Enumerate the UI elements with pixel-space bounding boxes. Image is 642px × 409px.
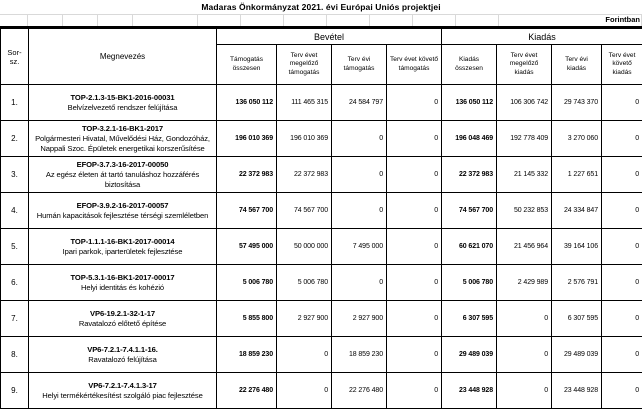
column-header-expense-prior: Terv évet megelőző kiadás bbox=[497, 45, 552, 85]
project-description: Humán kapacitások fejlesztése térségi szemléletben bbox=[32, 211, 213, 221]
project-description: Az egész életen át tartó tanuláshoz hozzáférés biztosítása bbox=[32, 170, 213, 190]
cell-expense-total: 60 621 070 bbox=[442, 229, 497, 265]
cell-expense-current: 29 489 039 bbox=[552, 337, 602, 373]
cell-expense-current: 1 227 651 bbox=[552, 157, 602, 193]
unit-cell bbox=[28, 14, 63, 26]
project-description: Helyi termékértékesítést szolgáló piac fejlesztése bbox=[32, 391, 213, 401]
unit-cell bbox=[133, 14, 198, 26]
table-row bbox=[1, 121, 642, 157]
cell-expense-current: 23 448 928 bbox=[552, 373, 602, 409]
cell-expense-following: 0 bbox=[602, 265, 642, 301]
table-row bbox=[1, 301, 642, 337]
cell-revenue-total: 196 010 369 bbox=[217, 121, 277, 157]
cell-expense-prior: 21 456 964 bbox=[497, 229, 552, 265]
page-title: Madaras Önkormányzat 2021. évi Európai Uniós projektjei bbox=[0, 0, 642, 14]
cell-revenue-total: 5 855 800 bbox=[217, 301, 277, 337]
unit-cell bbox=[0, 14, 28, 26]
cell-expense-prior: 21 145 332 bbox=[497, 157, 552, 193]
column-group-header-expense: Kiadás bbox=[442, 29, 642, 45]
cell-revenue-total: 18 859 230 bbox=[217, 337, 277, 373]
cell-expense-current: 24 334 847 bbox=[552, 193, 602, 229]
cell-revenue-prior: 5 006 780 bbox=[277, 265, 332, 301]
project-description: Helyi identitás és kohézió bbox=[32, 283, 213, 293]
row-number-cell: 2. bbox=[1, 121, 29, 157]
cell-expense-total: 196 048 469 bbox=[442, 121, 497, 157]
cell-revenue-prior: 196 010 369 bbox=[277, 121, 332, 157]
cell-expense-prior: 0 bbox=[497, 301, 552, 337]
project-code: TOP-5.3.1-16-BK1-2017-00017 bbox=[32, 273, 213, 283]
project-code: TOP-2.1.3-15-BK1-2016-00031 bbox=[32, 93, 213, 103]
unit-label: Forintban bbox=[605, 14, 640, 26]
cell-expense-prior: 106 306 742 bbox=[497, 85, 552, 121]
unit-cell bbox=[284, 14, 327, 26]
cell-revenue-current: 0 bbox=[332, 121, 387, 157]
cell-revenue-total: 74 567 700 bbox=[217, 193, 277, 229]
cell-expense-following: 0 bbox=[602, 373, 642, 409]
cell-revenue-total: 22 372 983 bbox=[217, 157, 277, 193]
project-name-cell bbox=[29, 265, 217, 301]
column-header-expense-following: Terv évet követő kiadás bbox=[602, 45, 642, 85]
table-row bbox=[1, 157, 642, 193]
cell-expense-current: 29 743 370 bbox=[552, 85, 602, 121]
column-header-expense-total: Kiadás összesen bbox=[442, 45, 497, 85]
project-name-cell bbox=[29, 193, 217, 229]
project-name-cell bbox=[29, 337, 217, 373]
row-number-cell: 4. bbox=[1, 193, 29, 229]
project-code: TOP-3.2.1-16-BK1-2017 bbox=[32, 124, 213, 134]
project-code: VP6-7.2.1-7.4.1.1-16. bbox=[32, 345, 213, 355]
cell-expense-total: 5 006 780 bbox=[442, 265, 497, 301]
project-name-cell bbox=[29, 301, 217, 337]
cell-expense-total: 74 567 700 bbox=[442, 193, 497, 229]
cell-expense-following: 0 bbox=[602, 157, 642, 193]
project-description: Ravatalozó előtető építése bbox=[32, 319, 213, 329]
cell-expense-total: 29 489 039 bbox=[442, 337, 497, 373]
unit-cell bbox=[63, 14, 98, 26]
cell-revenue-current: 18 859 230 bbox=[332, 337, 387, 373]
cell-revenue-prior: 74 567 700 bbox=[277, 193, 332, 229]
cell-expense-current: 39 164 106 bbox=[552, 229, 602, 265]
table-row bbox=[1, 229, 642, 265]
row-number-cell: 8. bbox=[1, 337, 29, 373]
cell-expense-prior: 0 bbox=[497, 337, 552, 373]
cell-revenue-following: 0 bbox=[387, 373, 442, 409]
project-code: EFOP-3.9.2-16-2017-00057 bbox=[32, 201, 213, 211]
cell-revenue-current: 7 495 000 bbox=[332, 229, 387, 265]
unit-cell bbox=[413, 14, 456, 26]
project-name-cell bbox=[29, 229, 217, 265]
cell-revenue-following: 0 bbox=[387, 121, 442, 157]
row-number-cell: 6. bbox=[1, 265, 29, 301]
project-description: Ipari parkok, iparterületek fejlesztése bbox=[32, 247, 213, 257]
cell-expense-prior: 2 429 989 bbox=[497, 265, 552, 301]
cell-revenue-prior: 111 465 315 bbox=[277, 85, 332, 121]
row-number-cell: 1. bbox=[1, 85, 29, 121]
table-row bbox=[1, 85, 642, 121]
project-code: EFOP-3.7.3-16-2017-00050 bbox=[32, 160, 213, 170]
cell-expense-prior: 0 bbox=[497, 373, 552, 409]
project-name-cell bbox=[29, 85, 217, 121]
cell-revenue-prior: 22 372 983 bbox=[277, 157, 332, 193]
cell-revenue-following: 0 bbox=[387, 337, 442, 373]
table-row bbox=[1, 265, 642, 301]
cell-revenue-current: 0 bbox=[332, 193, 387, 229]
cell-revenue-following: 0 bbox=[387, 85, 442, 121]
cell-expense-total: 136 050 112 bbox=[442, 85, 497, 121]
row-number-cell: 7. bbox=[1, 301, 29, 337]
unit-row-grid bbox=[0, 14, 642, 26]
cell-revenue-current: 0 bbox=[332, 265, 387, 301]
cell-expense-following: 0 bbox=[602, 193, 642, 229]
header-row-groups bbox=[1, 29, 642, 45]
cell-expense-total: 22 372 983 bbox=[442, 157, 497, 193]
project-name-cell bbox=[29, 373, 217, 409]
cell-revenue-total: 22 276 480 bbox=[217, 373, 277, 409]
cell-revenue-following: 0 bbox=[387, 229, 442, 265]
cell-expense-following: 0 bbox=[602, 121, 642, 157]
project-name-cell bbox=[29, 157, 217, 193]
column-header-expense-current: Terv évi kiadás bbox=[552, 45, 602, 85]
cell-expense-current: 2 576 791 bbox=[552, 265, 602, 301]
cell-revenue-following: 0 bbox=[387, 193, 442, 229]
cell-revenue-current: 24 584 797 bbox=[332, 85, 387, 121]
cell-expense-prior: 50 232 853 bbox=[497, 193, 552, 229]
row-number-cell: 3. bbox=[1, 157, 29, 193]
project-code: VP6-19.2.1-32-1-17 bbox=[32, 309, 213, 319]
cell-expense-following: 0 bbox=[602, 85, 642, 121]
cell-revenue-prior: 2 927 900 bbox=[277, 301, 332, 337]
cell-revenue-prior: 0 bbox=[277, 337, 332, 373]
cell-expense-total: 23 448 928 bbox=[442, 373, 497, 409]
table-row bbox=[1, 337, 642, 373]
row-number-label-line2: sz. bbox=[10, 57, 20, 66]
unit-cell bbox=[327, 14, 370, 26]
column-header-name: Megnevezés bbox=[29, 29, 217, 85]
cell-expense-following: 0 bbox=[602, 337, 642, 373]
column-group-header-revenue: Bevétel bbox=[217, 29, 442, 45]
cell-revenue-total: 136 050 112 bbox=[217, 85, 277, 121]
unit-row bbox=[0, 14, 642, 28]
table-row bbox=[1, 193, 642, 229]
row-number-cell: 9. bbox=[1, 373, 29, 409]
cell-revenue-current: 0 bbox=[332, 157, 387, 193]
cell-expense-following: 0 bbox=[602, 301, 642, 337]
column-header-revenue-current: Terv évi támogatás bbox=[332, 45, 387, 85]
unit-cell bbox=[456, 14, 499, 26]
table-body bbox=[1, 85, 642, 409]
project-code: VP6-7.2.1-7.4.1.3-17 bbox=[32, 381, 213, 391]
cell-expense-total: 6 307 595 bbox=[442, 301, 497, 337]
cell-expense-following: 0 bbox=[602, 229, 642, 265]
cell-revenue-prior: 50 000 000 bbox=[277, 229, 332, 265]
project-code: TOP-1.1.1-16-BK1-2017-00014 bbox=[32, 237, 213, 247]
row-number-label-line1: Sor- bbox=[7, 48, 21, 57]
column-header-row-number bbox=[1, 29, 29, 85]
project-description: Polgármesteri Hivatal, Művelődési Ház, Gondozóház, Nappali Szoc. Épületek energetikai korszerűsítése bbox=[32, 134, 213, 154]
unit-cell bbox=[241, 14, 284, 26]
cell-revenue-total: 5 006 780 bbox=[217, 265, 277, 301]
unit-cell bbox=[370, 14, 413, 26]
cell-expense-prior: 192 778 409 bbox=[497, 121, 552, 157]
column-header-revenue-total: Támogatás összesen bbox=[217, 45, 277, 85]
cell-revenue-following: 0 bbox=[387, 265, 442, 301]
cell-expense-current: 3 270 060 bbox=[552, 121, 602, 157]
cell-revenue-following: 0 bbox=[387, 157, 442, 193]
column-header-revenue-following: Terv évet követő támogatás bbox=[387, 45, 442, 85]
cell-revenue-following: 0 bbox=[387, 301, 442, 337]
projects-table bbox=[0, 28, 642, 409]
unit-cell bbox=[98, 14, 133, 26]
column-header-revenue-prior: Terv évet megelőző támogatás bbox=[277, 45, 332, 85]
table-row bbox=[1, 373, 642, 409]
cell-revenue-current: 2 927 900 bbox=[332, 301, 387, 337]
unit-cell bbox=[198, 14, 241, 26]
project-name-cell bbox=[29, 121, 217, 157]
cell-expense-current: 6 307 595 bbox=[552, 301, 602, 337]
cell-revenue-current: 22 276 480 bbox=[332, 373, 387, 409]
table-head bbox=[1, 29, 642, 85]
row-number-cell: 5. bbox=[1, 229, 29, 265]
cell-revenue-total: 57 495 000 bbox=[217, 229, 277, 265]
project-description: Belvízelvezető rendszer felújítása bbox=[32, 103, 213, 113]
cell-revenue-prior: 0 bbox=[277, 373, 332, 409]
project-description: Ravatalozó felújítása bbox=[32, 355, 213, 365]
